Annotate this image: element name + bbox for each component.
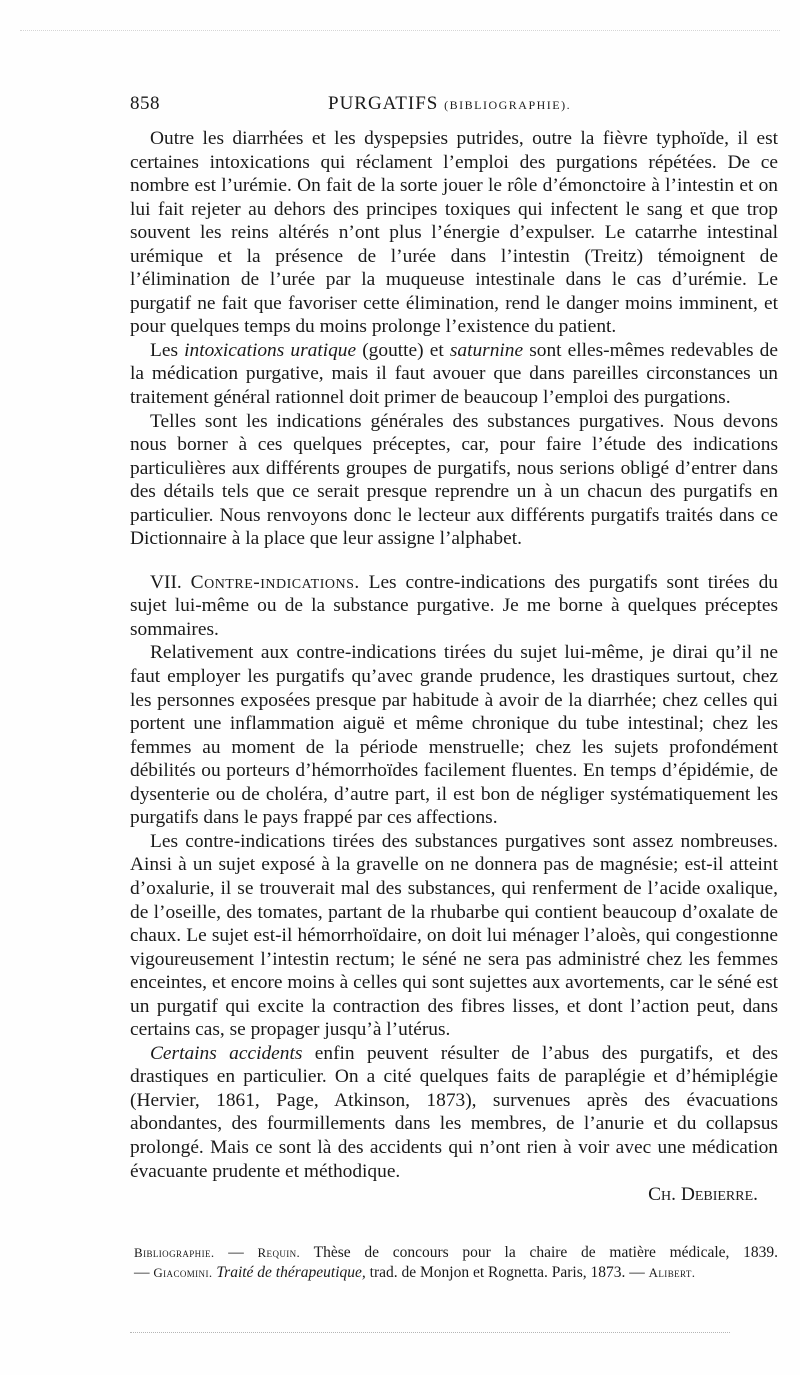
text-run: — [214,1244,258,1261]
section-number: VII. [150,571,191,593]
paragraph-intoxications [130,339,778,410]
running-title-main: PURGATIFS [328,93,439,114]
text-run: (goutte) et [356,339,450,361]
page-number: 858 [130,93,160,114]
body-text [130,127,778,1207]
text-run: enfin peuvent résulter de l’abus des purgatifs, et des drastiques en particulier. On a cité quelques faits de paraplégie et d’hémiplégie (Hervier, 1861, Page, Atkinson, 1873), survenues après des évacuations abondantes, des fourmillements dans les membres, de l’anurie et du collapsus prolongé. Mais ce sont là des accidents qui n’ont rien à voir avec une médication évacuante prudente et méthodique. [130,1042,778,1182]
section-spacer [130,551,778,571]
author-signature: Ch. Debierre. [648,1184,758,1206]
bibliography-title: Traité de thérapeutique, [212,1264,366,1281]
running-header [130,93,770,117]
bibliography-author: Alibert. [648,1265,696,1280]
signature-row [130,1183,778,1207]
text-run: Les contre-indications des purgatifs sont tirées du sujet lui-même ou de la substance purgative. Je me borne à quelques préceptes sommaires. [130,571,778,640]
running-title [328,93,571,115]
bibliography-label: Bibliographie. [134,1245,215,1260]
paragraph-section-vii [130,571,778,642]
scan-noise-bottom [130,1332,730,1335]
paragraph-uremia: Outre les diarrhées et les dyspepsies putrides, outre la fièvre typhoïde, il est certaines intoxications qui réclament l’emploi des purgations répétées. De ce nombre est l’urémie. On fait de la sorte jouer le rôle d’émonctoire à l’intestin et on lui fait rejeter au dehors des principes toxiques qui infectent le sang et que trop souvent les reins altérés n’ont plus l’énergie d’expulser. Le catarrhe intestinal urémique et la présence de l’urée dans l’intestin (Treitz) témoignent de l’élimination de l’urée par la muqueuse intestinale dans le cas d’urémie. Le purgatif ne fait que favoriser cette élimination, rend le danger moins imminent, et pour quelques temps du moins prolonge l’existence du patient. [130,128,778,338]
emphasis-saturnine: saturnine [449,339,524,361]
bibliography-author: Requin. [257,1245,301,1260]
paragraph-contre-indications-substances: Les contre-indications tirées des substances purgatives sont assez nombreuses. Ainsi à un sujet exposé à la gravelle on ne donnera pas de magnésie; est-il atteint d’oxalurie, il se trouverait mal des substances, qui renferment de l’acide oxalique, de l’oseille, des tomates, partant de la rhubarbe qui contient beaucoup d’oxalate de chaux. Le sujet est-il hémorrhoïdaire, on doit lui ménager l’aloès, qui congestionne vigoureusement l’intestin rectum; le séné ne sera pas administré chez les femmes enceintes, et encore moins à celles qui sont sujettes aux avortements, car le séné est un purgatif qui excite la contraction des fibres lisses, et dont l’action peut, dans certains cas, se propager jusqu’à l’utérus. [130,830,778,1041]
text-run: — [134,1264,154,1281]
bibliography-author: Giacomini. [153,1265,213,1280]
bibliography [134,1243,778,1283]
bibliography-line-2 [134,1263,778,1283]
text-run: trad. de Monjon et Rognetta. Paris, 1873. — [365,1264,649,1281]
paragraph-indications-generales: Telles sont les indications générales des substances purgatives. Nous devons nous borner à ces quelques préceptes, car, pour faire l’étude des indications particulières aux différents groupes de purgatifs, nous serions obligé d’entrer dans des détails tels que ce serait presque reprendre un à un chacun des purgatifs en particulier. Nous renvoyons donc le lecteur aux différents purgatifs traités dans ce Dictionnaire à la place que leur assigne l’alphabet. [130,410,778,550]
paragraph-contre-indications-sujet: Relativement aux contre-indications tirées du sujet lui-même, je dirai qu’il ne faut employer les purgatifs qu’avec grande prudence, les drastiques surtout, chez les personnes exposées presque par habitude à avoir de la diarrhée; chez celles qui portent une inflammation aiguë et même chronique du tube intestinal; chez les femmes au moment de la période menstruelle; chez les sujets profondément débilités ou porteurs d’hémorrhoïdes facilement fluentes. En temps d’épidémie, de dysenterie ou de choléra, d’autre part, il est bon de négliger systématiquement les purgatifs dans le pays frappé par ces affections. [130,642,778,829]
emphasis-accidents: Certains accidents [150,1042,303,1064]
emphasis-uratique: intoxications uratique [184,339,357,361]
text-run: Thèse de concours pour la chaire de matière médicale, 1839. [300,1244,778,1261]
paragraph-accidents [130,1042,778,1183]
scan-noise-top [20,30,780,33]
text-run: sont elles-mêmes redevables de la médication purgative, mais il faut avouer que dans pareilles circonstances un traitement général rationnel doit primer de beaucoup l’emploi des purgations. [130,339,778,409]
running-title-sub: (BIBLIOGRAPHIE). [444,98,572,112]
bibliography-line-1 [134,1243,778,1263]
text-run: Les [150,339,185,361]
section-heading: Contre-indications. [190,571,360,593]
